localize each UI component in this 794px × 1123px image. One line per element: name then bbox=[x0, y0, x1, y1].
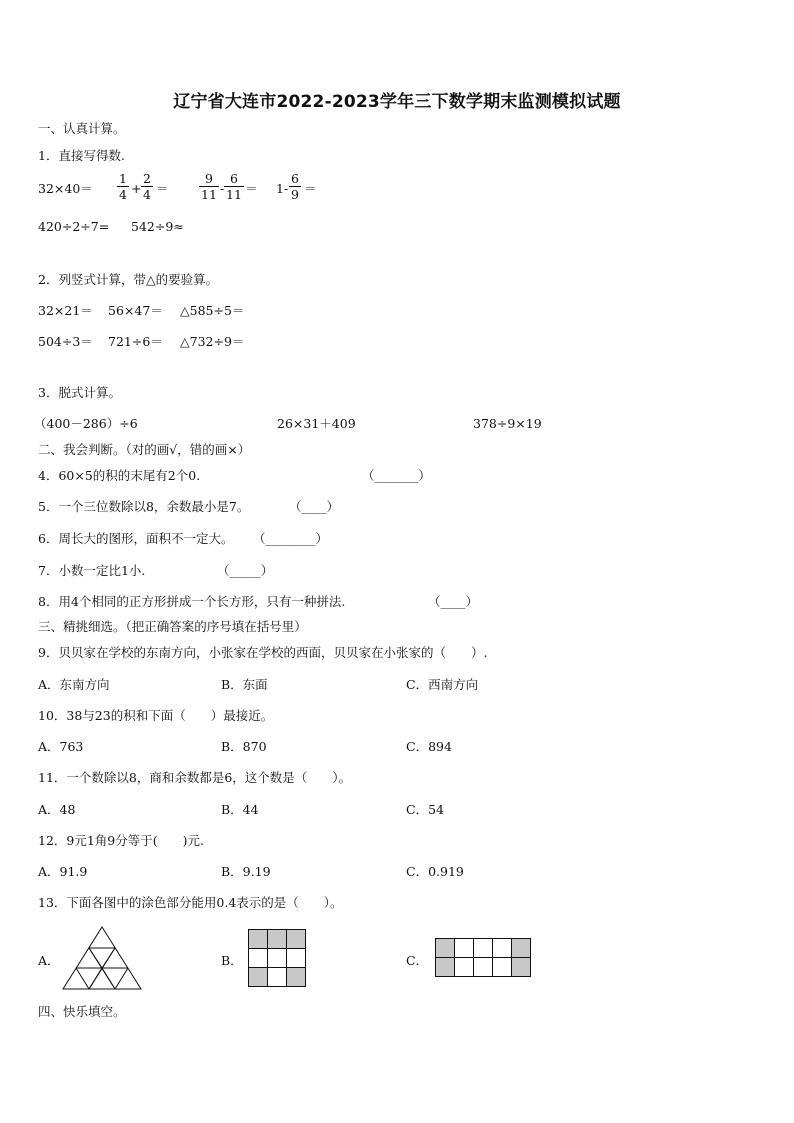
grid-cell bbox=[455, 958, 474, 977]
triangle-line bbox=[115, 968, 128, 989]
choice-question: 11．一个数除以8，商和余数都是6，这个数是（ ）。 bbox=[38, 770, 352, 785]
grid-cell bbox=[455, 939, 474, 958]
triangle-line bbox=[89, 948, 102, 968]
triangle-outline bbox=[63, 927, 141, 989]
plus-sign: + bbox=[131, 181, 142, 196]
answer-blank[interactable]: （________） bbox=[253, 531, 329, 546]
choice-question: 13．下面各图中的涂色部分能用0.4表示的是（ ）。 bbox=[38, 895, 343, 910]
equals-sign: ＝ bbox=[304, 181, 317, 196]
grid-cell bbox=[493, 939, 512, 958]
q2-expr: 504÷3＝ bbox=[38, 334, 93, 349]
option-c[interactable]: C．0.919 bbox=[406, 864, 464, 879]
shaded-cell bbox=[436, 939, 455, 958]
triangle-line bbox=[102, 948, 115, 968]
shaded-cell bbox=[249, 968, 268, 987]
q3-expr: 378÷9×19 bbox=[473, 416, 542, 431]
option-b[interactable]: B．东面 bbox=[221, 677, 268, 692]
fraction-2b bbox=[224, 172, 244, 201]
grid-3x3-figure bbox=[248, 929, 308, 989]
grid-cell bbox=[249, 949, 268, 968]
q1-expr-row2-1: 420÷2÷7= bbox=[38, 219, 110, 234]
section-2-heading: 二、我会判断。（对的画√，错的画×） bbox=[38, 442, 251, 457]
triangle-line bbox=[89, 968, 102, 989]
choice-question: 9．贝贝家在学校的东南方向，小张家在学校的西面，贝贝家在小张家的（ ）. bbox=[38, 645, 488, 660]
judge-question: 4．60×5的积的末尾有2个0. bbox=[38, 468, 201, 483]
fraction-numerator: 9 bbox=[204, 171, 213, 186]
option-b[interactable]: B．870 bbox=[221, 739, 267, 754]
q2-label: 2．列竖式计算，带△的要验算。 bbox=[38, 272, 219, 287]
fraction-numerator: 6 bbox=[229, 171, 238, 186]
judge-question: 5．一个三位数除以8，余数最小是7。 bbox=[38, 499, 250, 514]
option-b[interactable]: B． bbox=[221, 953, 243, 968]
q2-expr: △732÷9＝ bbox=[180, 334, 245, 349]
fraction-1a bbox=[117, 172, 129, 201]
shaded-cell bbox=[287, 968, 306, 987]
q3-expr: （400－286）÷6 bbox=[34, 416, 138, 431]
q2-expr: 56×47＝ bbox=[108, 303, 163, 318]
page-title: 辽宁省大连市2022-2023学年三下数学期末监测模拟试题 bbox=[173, 92, 621, 112]
fraction-2a bbox=[199, 172, 219, 201]
grid-cell bbox=[268, 968, 287, 987]
shaded-cell bbox=[512, 939, 531, 958]
fraction-numerator: 1 bbox=[119, 171, 127, 186]
option-c[interactable]: C． bbox=[406, 953, 429, 968]
judge-question: 7．小数一定比1小. bbox=[38, 563, 146, 578]
triangle-figure bbox=[62, 926, 142, 990]
grid-5x2-figure bbox=[435, 938, 533, 980]
q1-expr-row2-2: 542÷9≈ bbox=[131, 219, 184, 234]
fraction-denominator: 4 bbox=[119, 187, 127, 202]
minus-sign: - bbox=[220, 181, 225, 196]
option-a[interactable]: A．763 bbox=[38, 739, 84, 754]
grid-cell bbox=[268, 949, 287, 968]
section-4-heading: 四、快乐填空。 bbox=[38, 1004, 126, 1019]
shaded-cell bbox=[268, 930, 287, 949]
judge-question: 6．周长大的图形，面积不一定大。 bbox=[38, 531, 234, 546]
option-c[interactable]: C．西南方向 bbox=[406, 677, 479, 692]
one-minus: 1- bbox=[276, 181, 289, 196]
answer-blank[interactable]: （_______） bbox=[362, 468, 431, 483]
answer-blank[interactable]: （_____） bbox=[217, 563, 274, 578]
section-1-heading: 一、认真计算。 bbox=[38, 121, 126, 136]
q3-expr: 26×31＋409 bbox=[277, 416, 356, 431]
option-b[interactable]: B．9.19 bbox=[221, 864, 271, 879]
fraction-denominator: 4 bbox=[143, 187, 151, 202]
q2-expr: 32×21＝ bbox=[38, 303, 93, 318]
fraction-denominator: 11 bbox=[201, 187, 217, 202]
judge-question: 8．用4个相同的正方形拼成一个长方形，只有一种拼法. bbox=[38, 594, 346, 609]
equals-sign: ＝ bbox=[245, 181, 258, 196]
answer-blank[interactable]: （____） bbox=[428, 594, 479, 609]
choice-question: 10．38与23的积和下面（ ）最接近。 bbox=[38, 708, 274, 723]
section-3-heading: 三、精挑细选。（把正确答案的序号填在括号里） bbox=[38, 619, 307, 634]
shaded-cell bbox=[512, 958, 531, 977]
grid-cell bbox=[493, 958, 512, 977]
fraction-denominator: 11 bbox=[226, 187, 242, 202]
option-a[interactable]: A．48 bbox=[38, 802, 76, 817]
q3-label: 3．脱式计算。 bbox=[38, 385, 121, 400]
grid-cell bbox=[474, 958, 493, 977]
answer-blank[interactable]: （____） bbox=[289, 499, 340, 514]
option-a[interactable]: A． bbox=[38, 953, 60, 968]
fraction-denominator: 9 bbox=[291, 187, 299, 202]
option-b[interactable]: B．44 bbox=[221, 802, 259, 817]
grid-cell bbox=[287, 949, 306, 968]
fraction-numerator: 2 bbox=[143, 171, 151, 186]
option-c[interactable]: C．54 bbox=[406, 802, 444, 817]
choice-question: 12．9元1角9分等于( )元. bbox=[38, 833, 204, 848]
fraction-3 bbox=[289, 172, 301, 201]
option-a[interactable]: A．91.9 bbox=[38, 864, 88, 879]
equals-sign: ＝ bbox=[156, 181, 169, 196]
option-a[interactable]: A．东南方向 bbox=[38, 677, 110, 692]
shaded-cell bbox=[436, 958, 455, 977]
triangle-line bbox=[76, 968, 89, 989]
fraction-numerator: 6 bbox=[291, 171, 299, 186]
fraction-1b bbox=[141, 172, 153, 201]
grid-cell bbox=[474, 939, 493, 958]
q1-label: 1．直接写得数. bbox=[38, 148, 125, 163]
shaded-cell bbox=[287, 930, 306, 949]
q2-expr: 721÷6＝ bbox=[108, 334, 163, 349]
q1-expr-1: 32×40＝ bbox=[38, 181, 93, 196]
triangle-line bbox=[102, 968, 115, 989]
shaded-cell bbox=[249, 930, 268, 949]
option-c[interactable]: C．894 bbox=[406, 739, 452, 754]
q2-expr: △585÷5＝ bbox=[180, 303, 245, 318]
